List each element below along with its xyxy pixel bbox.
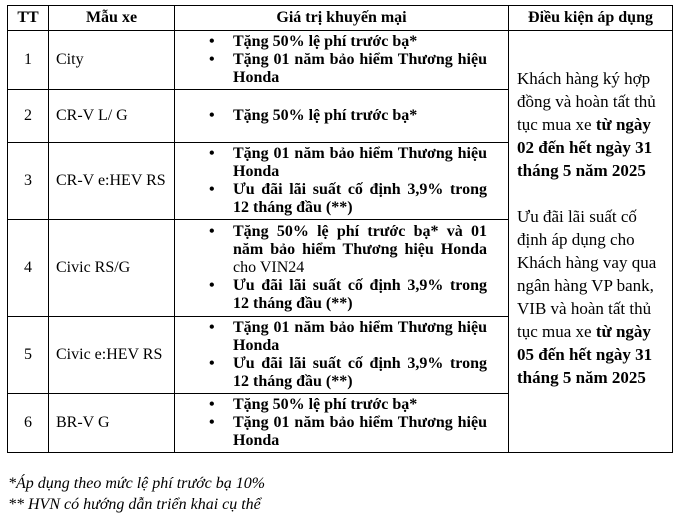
row-number-cell: 1 — [8, 31, 49, 90]
footnotes — [8, 473, 678, 515]
promo-item — [233, 319, 487, 355]
model-cell: BR-V G — [49, 394, 175, 453]
conditions-cell — [509, 31, 673, 453]
bold-text: Tặng 01 năm bảo hiểm Thương hiệu Honda — [233, 145, 487, 180]
model-cell: CR-V L/ G — [49, 90, 175, 143]
promo-list — [175, 396, 508, 450]
model-cell: CR-V e:HEV RS — [49, 143, 175, 220]
row-number-cell: 5 — [8, 317, 49, 394]
footnote-registration-fee: *Áp dụng theo mức lệ phí trước bạ 10% — [8, 475, 266, 492]
row-number-cell: 3 — [8, 143, 49, 220]
promotions-cell — [175, 394, 509, 453]
promotions-cell — [175, 90, 509, 143]
col-header-model: Mẫu xe — [49, 6, 175, 31]
promo-list — [175, 223, 508, 313]
col-header-conditions: Điều kiện áp dụng — [509, 6, 673, 31]
bold-text: từ ngày 05 đến hết ngày 31 tháng 5 năm 2025 — [517, 322, 653, 387]
model-cell: Civic e:HEV RS — [49, 317, 175, 394]
footnote-hvn-guidance: ** HVN có hướng dẫn triển khai cụ thể — [8, 496, 261, 513]
bold-text: Ưu đãi lãi suất cố định 3,9% trong 12 tháng đầu (**) — [233, 277, 487, 312]
promo-list — [175, 107, 508, 125]
bold-text: Tặng 01 năm bảo hiểm Thương hiệu Honda — [233, 414, 487, 449]
table-header-row — [8, 6, 673, 31]
promo-item — [233, 33, 487, 51]
bold-text: Ưu đãi lãi suất cố định 3,9% trong 12 tháng đầu (**) — [233, 355, 487, 390]
col-header-tt: TT — [8, 6, 49, 31]
promo-item — [233, 51, 487, 87]
row-number-cell: 2 — [8, 90, 49, 143]
promo-item — [233, 396, 487, 414]
promotion-table — [7, 5, 673, 453]
row-number-cell: 6 — [8, 394, 49, 453]
promo-item — [233, 223, 487, 277]
row-number-cell: 4 — [8, 220, 49, 317]
table-row — [8, 31, 673, 90]
model-cell: Civic RS/G — [49, 220, 175, 317]
bold-text: Ưu đãi lãi suất cố định 3,9% trong 12 tháng đầu (**) — [233, 181, 487, 216]
bold-text: Tặng 50% lệ phí trước bạ* — [233, 33, 418, 50]
bold-text: Tặng 50% lệ phí trước bạ* — [233, 396, 418, 413]
col-header-promo-value: Giá trị khuyến mại — [175, 6, 509, 31]
promotions-cell — [175, 143, 509, 220]
promo-item — [233, 355, 487, 391]
promo-list — [175, 319, 508, 391]
promo-item — [233, 145, 487, 181]
promo-list — [175, 33, 508, 87]
bold-text: từ ngày 02 đến hết ngày 31 tháng 5 năm 2025 — [517, 115, 653, 180]
regular-text: cho VIN24 — [233, 259, 305, 276]
promo-item — [233, 414, 487, 450]
regular-text: Ưu đãi lãi suất cố định áp dụng cho Khách hàng vay qua ngân hàng VP bank, VIB và hoàn tất thủ tục mua xe — [517, 207, 657, 341]
condition-paragraph — [517, 67, 664, 182]
bold-text: Tặng 01 năm bảo hiểm Thương hiệu Honda — [233, 51, 487, 86]
regular-text: Khách hàng ký hợp đồng và hoàn tất thủ tục mua xe — [517, 69, 656, 134]
model-cell: City — [49, 31, 175, 90]
promo-item — [233, 107, 487, 125]
bold-text: Tặng 01 năm bảo hiểm Thương hiệu Honda — [233, 319, 487, 354]
promotions-cell — [175, 220, 509, 317]
promotions-cell — [175, 31, 509, 90]
promotions-cell — [175, 317, 509, 394]
bold-text: Tặng 50% lệ phí trước bạ* — [233, 107, 418, 124]
condition-paragraph — [517, 205, 664, 389]
promo-item — [233, 277, 487, 313]
bold-text: Tặng 50% lệ phí trước bạ* và 01 năm bảo hiểm Thương hiệu Honda — [233, 223, 487, 258]
promo-item — [233, 181, 487, 217]
promo-list — [175, 145, 508, 217]
